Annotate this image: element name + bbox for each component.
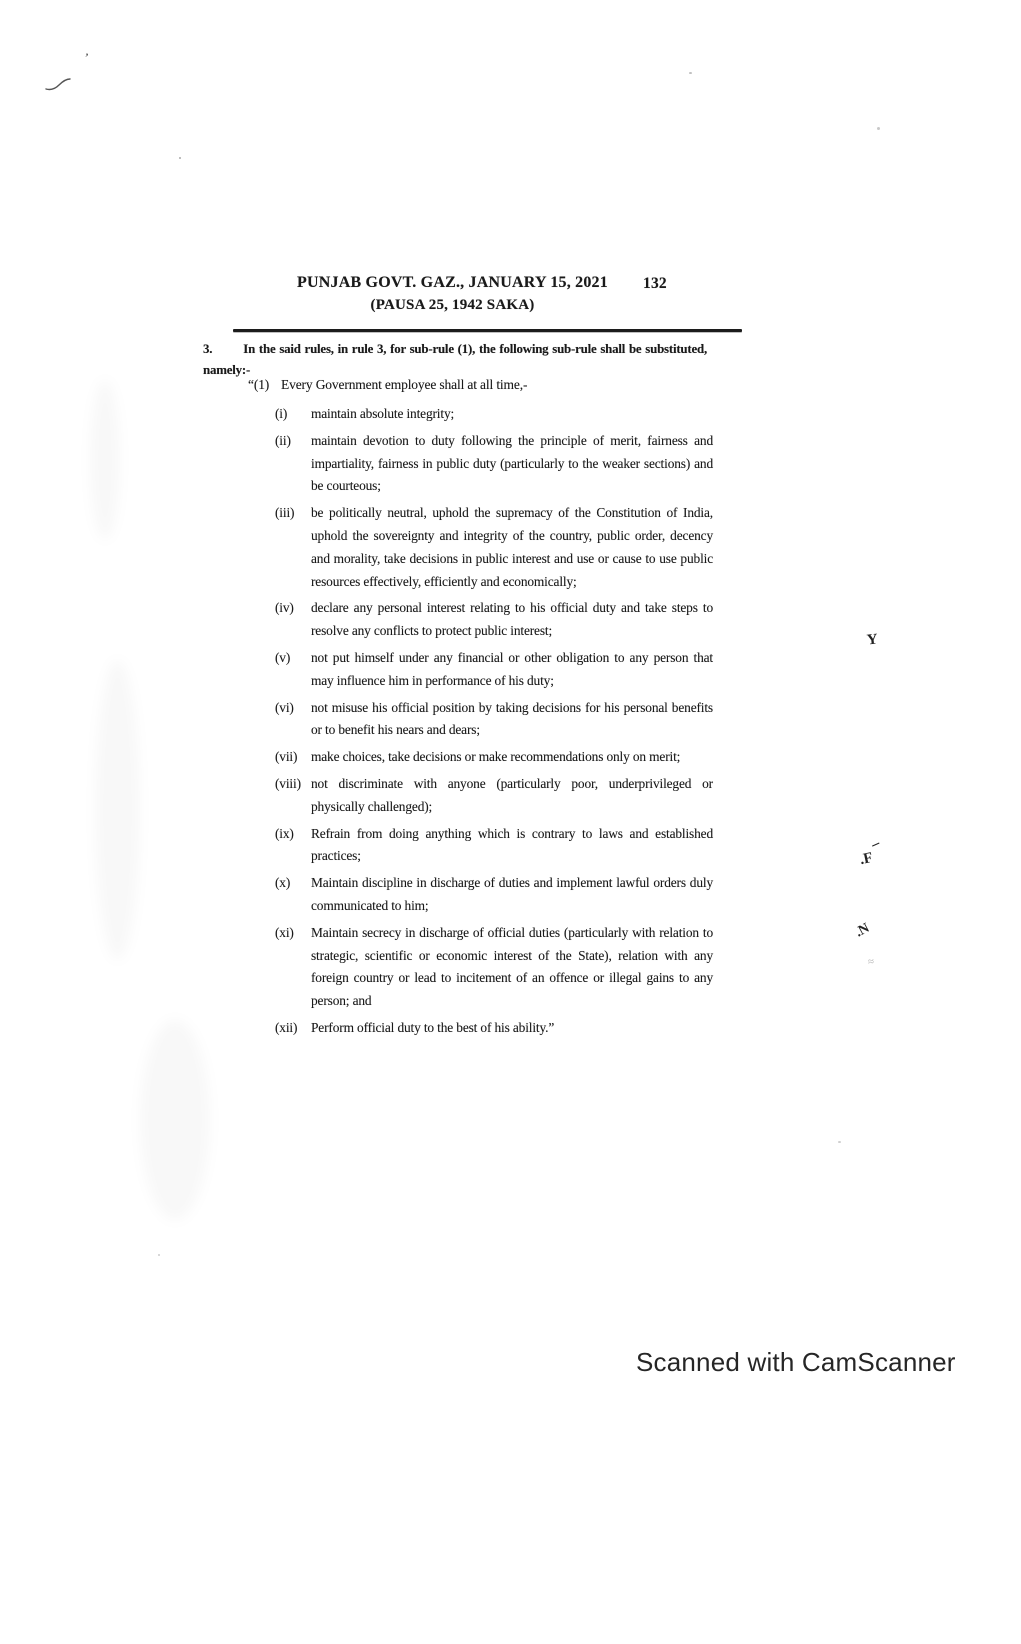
clause-row (275, 647, 713, 693)
scan-noise-dot (179, 157, 181, 159)
clause-text: not misuse his official position by taking decisions for his personal benefits or to benefit his nears and dears; (311, 699, 713, 738)
stray-f-mark: .F (858, 849, 875, 869)
clause-row (275, 502, 713, 593)
clause-number: (iv) (275, 600, 294, 616)
clause-row (275, 697, 713, 743)
clause-number: (v) (275, 649, 291, 665)
page-header (200, 271, 705, 317)
scan-smudge (90, 380, 120, 540)
clause-row (275, 1017, 713, 1040)
clause-row (275, 597, 713, 643)
clause-number: (vi) (275, 699, 294, 715)
clause-number: (iii) (275, 505, 295, 521)
scan-noise-dot (158, 1254, 160, 1256)
clause-row (275, 872, 713, 918)
clause-number: (ii) (275, 432, 291, 448)
clause-text: maintain devotion to duty following the principle of merit, fairness and impartiality, fairness in public duty (particularly to the weaker sections) and be courteous; (311, 432, 713, 494)
gazette-title: PUNJAB GOVT. GAZ., JANUARY 15, 2021 (297, 274, 608, 291)
subrule-text: Every Government employee shall at all time,- (281, 377, 528, 392)
clause-number: (xi) (275, 924, 294, 940)
clause-text: Maintain secrecy in discharge of official duties (particularly with relation to strategic, scientific or economic interest of the State), relation with any foreign country or lead to incitement of an offence or illegal gains to any person; and (311, 924, 713, 1009)
clause-row (275, 403, 713, 426)
clause-row (275, 430, 713, 498)
clause-text: not discriminate with anyone (particularly poor, underprivileged or physically challenged); (311, 775, 713, 814)
clause-number: (x) (275, 875, 291, 891)
clause-row (275, 773, 713, 819)
clause-text: Perform official duty to the best of his ability.” (311, 1019, 555, 1035)
stray-y-mark: Y (866, 631, 879, 649)
clause-text: be politically neutral, uphold the supremacy of the Constitution of India, uphold the sovereignty and integrity of the country, public order, decency and morality, take decisions in public interest and use or cause to use public resources effectively, efficiently and economically; (311, 505, 713, 589)
clause-number: (i) (275, 406, 288, 421)
clause-text: maintain absolute integrity; (311, 406, 455, 421)
clause-text: not put himself under any financial or other obligation to any person that may influence him in performance of his duty; (311, 649, 713, 688)
clause-text: Refrain from doing anything which is contrary to laws and established practices; (311, 825, 713, 864)
subrule-intro (248, 374, 527, 396)
header-horizontal-rule (233, 329, 742, 332)
stray-n-mark: .N (853, 920, 873, 941)
clause-number: (viii) (275, 775, 301, 791)
clause-text: Maintain discipline in discharge of duties and implement lawful orders duly communicated to him; (311, 875, 713, 913)
clause-text: declare any personal interest relating to his official duty and take steps to resolve any conflicts to protect public interest; (311, 600, 713, 639)
amendment-number: 3. (203, 342, 213, 356)
scan-noise-dot (838, 1141, 841, 1143)
clause-number: (vii) (275, 749, 298, 765)
clause-text: make choices, take decisions or make recommendations only on merit; (311, 749, 681, 765)
pen-squiggle-mark (44, 76, 72, 92)
clause-number: (xii) (275, 1019, 298, 1035)
camscanner-watermark: Scanned with CamScanner (636, 1347, 956, 1377)
saka-date: (PAUSA 25, 1942 SAKA) (370, 297, 535, 313)
stray-dash-mark: – (868, 835, 883, 853)
scan-smudge (140, 1020, 210, 1220)
scan-smudge (95, 660, 140, 960)
scan-noise-dot (689, 72, 692, 74)
stray-squiggle-mark: ≈ (867, 955, 875, 969)
page-number: 132 (643, 275, 667, 292)
clause-row (275, 823, 713, 869)
clause-row (275, 922, 713, 1013)
subrule-marker: “(1) (248, 377, 270, 392)
clause-list (275, 403, 713, 1044)
clause-row (275, 746, 713, 769)
clause-number: (ix) (275, 825, 294, 841)
scan-noise-dot (877, 127, 880, 130)
amendment-text: In the said rules, in rule 3, for sub-rule (1), the following sub-rule shall be substituted, namely:- (203, 342, 707, 377)
stray-apostrophe-mark: ’ (82, 49, 90, 66)
